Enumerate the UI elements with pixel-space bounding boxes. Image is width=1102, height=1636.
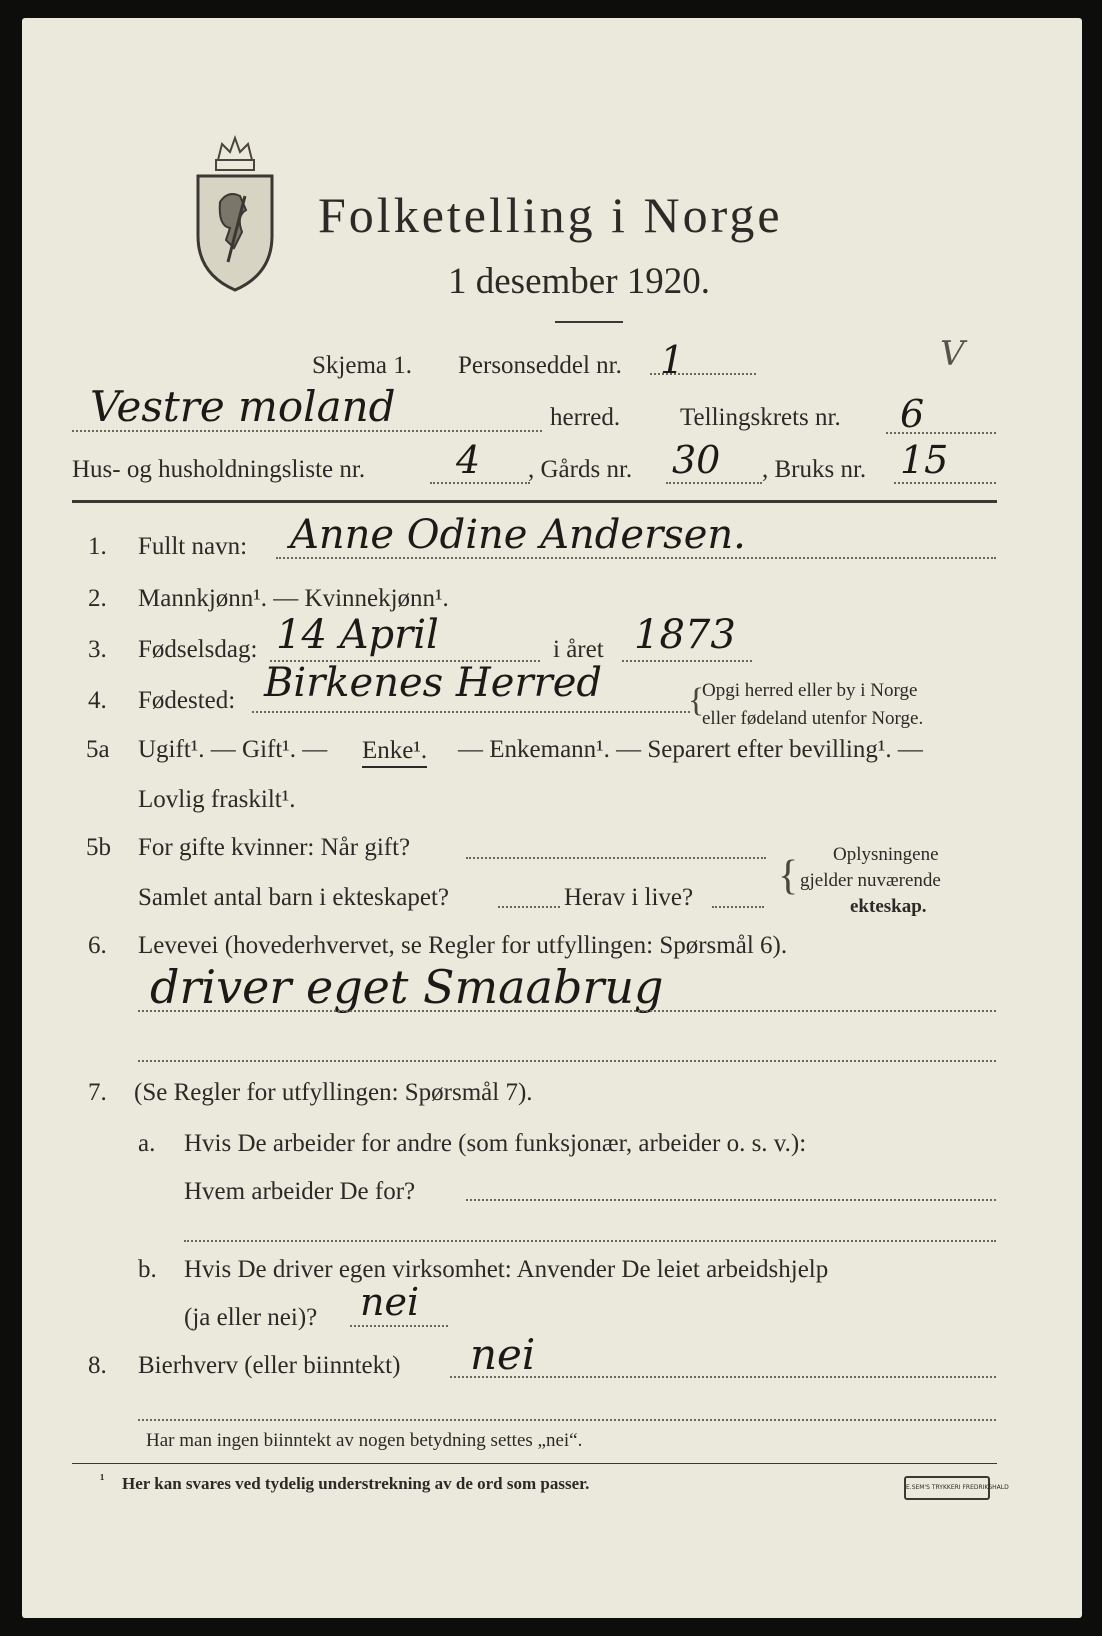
- employer-label: Hvem arbeider De for?: [184, 1178, 416, 1205]
- marriage-note-3: ekteskap.: [850, 896, 927, 917]
- herred-label: herred.: [550, 404, 621, 431]
- personseddel-label: Personseddel nr.: [458, 352, 622, 379]
- marriage-note-1: Oplysningene: [833, 844, 939, 865]
- q3-number: 3.: [88, 636, 107, 663]
- married-when-line: [466, 857, 766, 859]
- year-label: i året: [553, 636, 604, 663]
- q7a-label-1: Hvis De arbeider for andre (som funksjonær, arbeider o. s. v.):: [184, 1130, 807, 1157]
- q4-number: 4.: [88, 687, 107, 714]
- civil-status-options-3: Lovlig fraskilt¹.: [138, 786, 296, 813]
- children-count-line: [498, 906, 560, 908]
- children-alive-line: [712, 906, 764, 908]
- footnote-mark: ¹: [100, 1472, 105, 1488]
- footer-rule: [72, 1463, 997, 1464]
- occupation-line-2: [138, 1060, 996, 1062]
- employer-line-2: [184, 1240, 996, 1242]
- biinntekt-note: Har man ingen biinntekt av nogen betydning settes „nei“.: [146, 1430, 583, 1451]
- employer-line-1: [466, 1199, 996, 1201]
- title-divider: [555, 321, 623, 323]
- q7a-letter: a.: [138, 1130, 156, 1157]
- bruks-value: 15: [900, 438, 949, 482]
- marriage-note-2: gjelder nuværende: [800, 870, 941, 891]
- husliste-value: 4: [456, 438, 481, 482]
- husliste-line: [430, 482, 530, 484]
- occupation-value: driver eget Smaabrug: [150, 960, 664, 1014]
- birthplace-brace: {: [688, 682, 705, 719]
- civil-status-options-2: — Enkemann¹. — Separert efter bevilling¹. —: [458, 736, 923, 763]
- gards-label: , Gårds nr.: [528, 456, 633, 483]
- q8-number: 8.: [88, 1352, 107, 1379]
- gards-line: [666, 482, 762, 484]
- q1-number: 1.: [88, 533, 107, 560]
- footnote-text: Her kan svares ved tydelig understrekning av de ord som passer.: [122, 1474, 590, 1493]
- husliste-label: Hus- og husholdningsliste nr.: [72, 456, 366, 483]
- gender-options: Mannkjønn¹. — Kvinnekjønn¹.: [138, 585, 449, 612]
- schema-label: Skjema 1.: [312, 352, 412, 379]
- full-name-value: Anne Odine Andersen.: [290, 512, 746, 558]
- q7b-label-1: Hvis De driver egen virksomhet: Anvender De leiet arbeidshjelp: [184, 1256, 829, 1283]
- q4-line: [252, 711, 690, 713]
- q7-number: 7.: [88, 1079, 107, 1106]
- birthdate-value: 14 April: [276, 612, 439, 658]
- year-line: [622, 660, 752, 662]
- side-income-label: Bierhverv (eller biinntekt): [138, 1352, 401, 1379]
- side-income-value: nei: [470, 1330, 536, 1379]
- printer-stamp: E.SEM'S TRYKKERI FREDRIKSHALD: [904, 1476, 990, 1500]
- birthplace-note-2: eller fødeland utenfor Norge.: [702, 708, 924, 729]
- birthplace-value: Birkenes Herred: [264, 660, 602, 706]
- form-date: 1 desember 1920.: [448, 261, 711, 302]
- herred-line: [72, 430, 542, 432]
- birthplace-note-1: Opgi herred eller by i Norge: [702, 680, 918, 701]
- marriage-brace: {: [778, 853, 799, 899]
- gards-value: 30: [672, 438, 721, 482]
- q4-label: Fødested:: [138, 687, 236, 714]
- birth-year-value: 1873: [634, 612, 736, 658]
- q7b-letter: b.: [138, 1256, 157, 1283]
- q5b-number: 5b: [86, 834, 111, 861]
- q3-label: Fødselsdag:: [138, 636, 258, 663]
- herred-value: Vestre moland: [90, 382, 396, 431]
- q7-label: (Se Regler for utfyllingen: Spørsmål 7).: [134, 1079, 533, 1106]
- bruks-line: [894, 482, 996, 484]
- q5a-number: 5a: [86, 736, 110, 763]
- q2-number: 2.: [88, 585, 107, 612]
- check-mark: V: [940, 334, 965, 374]
- married-when-label: For gifte kvinner: Når gift?: [138, 834, 411, 861]
- tellingskrets-value: 6: [900, 392, 925, 436]
- bruks-label: , Bruks nr.: [762, 456, 867, 483]
- children-alive-label: Herav i live?: [564, 884, 694, 911]
- form-title: Folketelling i Norge: [318, 187, 783, 243]
- coat-of-arms-icon: [190, 136, 280, 294]
- hired-help-line: [350, 1325, 448, 1327]
- occupation-label: Levevei (hovederhvervet, se Regler for utfyllingen: Spørsmål 6).: [138, 932, 788, 959]
- side-income-line-2: [138, 1419, 996, 1421]
- occupation-line-1: [138, 1010, 996, 1012]
- personseddel-value: 1: [660, 338, 685, 382]
- q1-label: Fullt navn:: [138, 533, 248, 560]
- civil-status-options-1: Ugift¹. — Gift¹. —: [138, 736, 328, 763]
- children-count-label: Samlet antal barn i ekteskapet?: [138, 884, 449, 911]
- tellingskrets-label: Tellingskrets nr.: [680, 404, 841, 431]
- q6-number: 6.: [88, 932, 107, 959]
- hired-help-label: (ja eller nei)?: [184, 1304, 318, 1331]
- hired-help-value: nei: [360, 1280, 420, 1324]
- civil-status-enke-underlined: Enke¹.: [362, 736, 427, 768]
- header-rule: [72, 500, 997, 503]
